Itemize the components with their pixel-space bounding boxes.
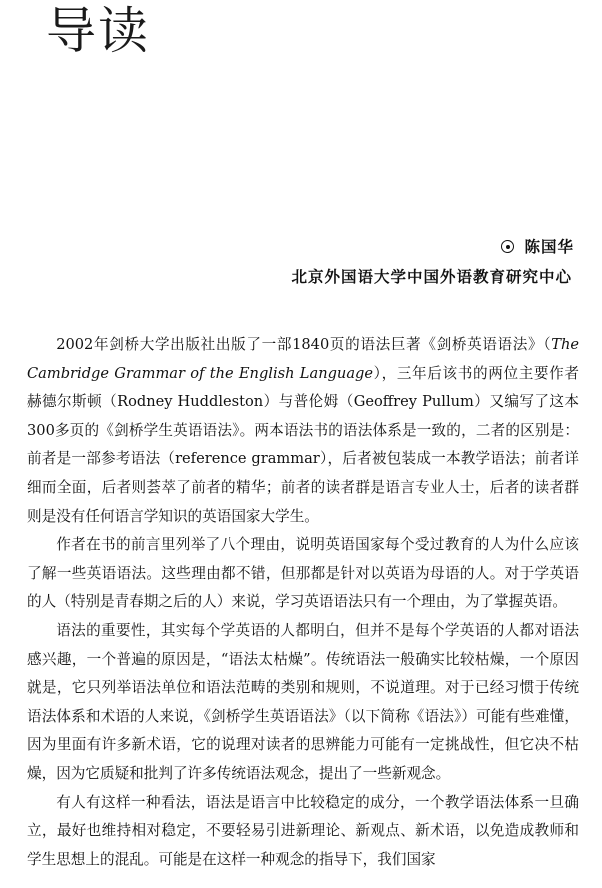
paragraph-2: 作者在书的前言里列举了八个理由，说明英语国家每个受过教育的人为什么应该了解一些英语语法。这些理由都不错，但那都是针对以英语为母语的人。对于学英语的人（特别是青春期之后的人）来说，学习英语语法只有一个理由，为了掌握英语。 — [27, 536, 579, 611]
circle-dot-icon — [501, 240, 514, 253]
author-byline — [501, 236, 574, 258]
page-title: 导读 — [46, 2, 150, 60]
paragraph-4: 有人有这样一种看法，语法是语言中比较稳定的成分，一个教学语法体系一旦确立，最好也维持相对稳定，不要轻易引进新理论、新观点、新术语，以免造成教师和学生思想上的混乱。可能是在这样一种观念的指导下，我们国家 — [27, 793, 579, 868]
author-affiliation: 北京外国语大学中国外语教育研究中心 — [291, 268, 572, 286]
paragraph-3: 语法的重要性，其实每个学英语的人都明白，但并不是每个学英语的人都对语法感兴趣，一个普遍的原因是，“语法太枯燥”。传统语法一般确实比较枯燥，一个原因就是，它只列举语法单位和语法范畴的类别和规则，不说道理。对于已经习惯于传统语法体系和术语的人来说，《剑桥学生英语语法》（以下简称《语法》）可能有些难懂，因为里面有许多新术语，它的说理对读者的思辨能力可能有一定挑战性，但它决不枯燥，因为它质疑和批判了许多传统语法观念，提出了一些新观念。 — [27, 621, 579, 782]
author-name: 陈国华 — [524, 238, 574, 256]
paragraph-1: 2002年剑桥大学出版社出版了一部1840页的语法巨著《剑桥英语语法》（The Cambridge Grammar of the English Language），三年后该书的两位主要作者赫德尔斯顿（Rodney Huddleston）与普伦姆（Geoffrey Pullum）又编写了这本300多页的《剑桥学生英语语法》。两本语法书的语法体系是一致的，二者的区别是：前者是一部参考语法（reference grammar），后者被包装成一本教学语法；前者详细而全面，后者则荟萃了前者的精华；前者的读者群是语言专业人士，后者的读者群则是没有任何语言学知识的英语国家大学生。 — [27, 336, 579, 525]
book-title-italic: The Cambridge Grammar of the English Language — [27, 336, 579, 382]
article-body — [27, 331, 579, 874]
